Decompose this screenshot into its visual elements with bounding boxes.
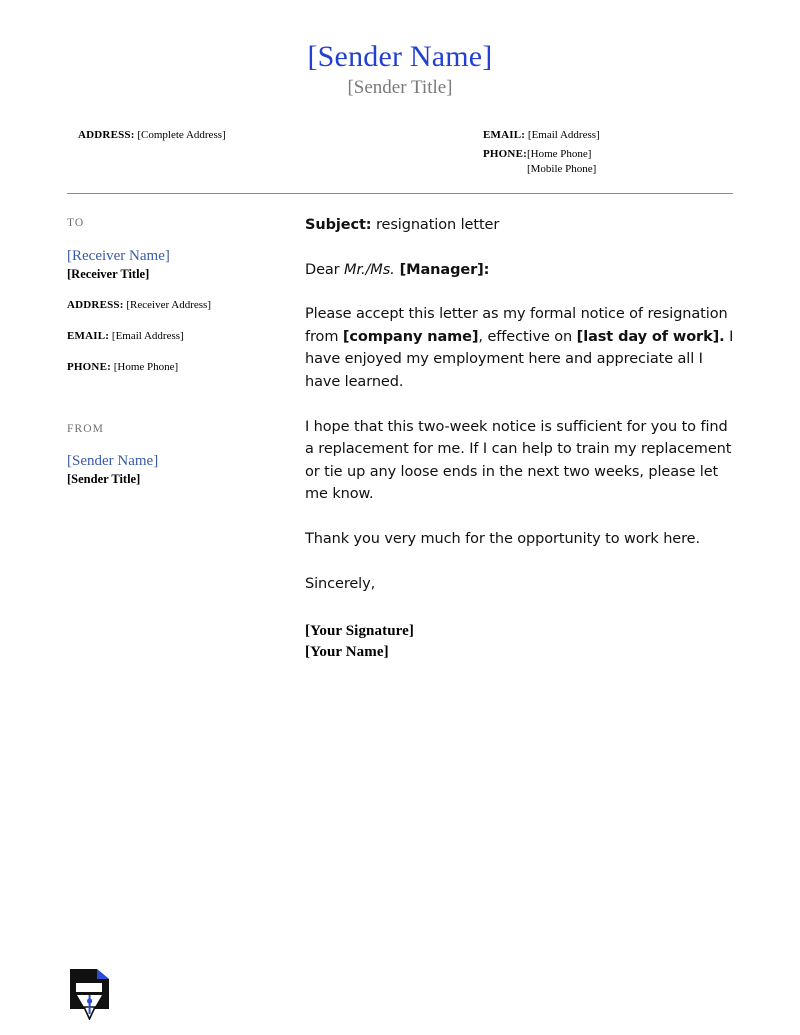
logo-nib-slit (89, 995, 91, 1014)
header-divider-rule (67, 193, 733, 194)
para1-lastday-placeholder: [last day of work]. (576, 328, 725, 345)
phone-label: PHONE: (483, 148, 527, 160)
salutation-manager: [Manager]: (394, 261, 490, 278)
paragraph-1 (305, 303, 737, 393)
recipient-phone-row (67, 360, 282, 375)
recipient-phone-label: PHONE: (67, 361, 111, 373)
subject-label: Subject: (305, 217, 372, 233)
letter-body (305, 214, 737, 663)
letterhead-contact-row (67, 128, 733, 177)
salutation-honorific: Mr./Ms. (344, 261, 395, 278)
recipient-address-label: ADDRESS: (67, 299, 124, 311)
closing-line: Sincerely, (305, 575, 376, 592)
salutation-lead: Dear (305, 261, 345, 278)
spacer (305, 506, 737, 528)
letterhead-sender-name: [Sender Name] (307, 40, 493, 73)
document-pen-nib-logo (68, 965, 112, 1020)
recipient-phone-value: [Home Phone] (113, 361, 179, 373)
spacer (305, 595, 737, 621)
recipient-address-value: [Receiver Address] (126, 299, 211, 311)
recipient-email-row (67, 329, 282, 344)
logo-nib-vent (87, 998, 92, 1003)
spacer (305, 281, 737, 303)
paragraph-3: Thank you very much for the opportunity to work here. (305, 530, 701, 547)
para1-company-placeholder: [company name] (342, 328, 479, 345)
signature-placeholder: [Your Signature] (305, 623, 414, 640)
signer-name-placeholder: [Your Name] (305, 644, 389, 661)
letterhead-email-phone-block (481, 128, 733, 177)
address-value: [Complete Address] (137, 129, 226, 141)
para1-text-c: I have enjoyed my employment here and appreciate all I have learned. (305, 328, 734, 390)
letterhead-phone-row (483, 147, 733, 177)
phone-values (527, 147, 596, 177)
para1-text-b: , effective on (478, 328, 577, 345)
sender-block (67, 422, 282, 487)
sender-name: [Sender Name] (67, 453, 159, 469)
phone-mobile-value: [Mobile Phone] (526, 163, 597, 175)
phone-home-value: [Home Phone] (526, 148, 592, 160)
spacer (305, 394, 737, 416)
spacer (305, 551, 737, 573)
recipient-block (67, 216, 282, 375)
recipient-title: [Receiver Title] (67, 267, 150, 281)
email-label: EMAIL: (483, 129, 526, 141)
sender-title: [Sender Title] (67, 472, 141, 486)
logo-fold-accent (97, 969, 109, 979)
address-label: ADDRESS: (78, 129, 135, 141)
recipient-address-row (67, 298, 282, 313)
letterhead (67, 40, 733, 99)
letterhead-sender-title: [Sender Title] (347, 77, 453, 98)
signature-block (305, 621, 737, 663)
letterhead-email-row (483, 128, 733, 143)
email-value: [Email Address] (527, 129, 600, 141)
spacer (305, 237, 737, 259)
sender-tag: FROM (67, 423, 104, 435)
salutation-line (305, 259, 737, 282)
recipient-email-label: EMAIL: (67, 330, 110, 342)
recipient-tag: TO (67, 217, 85, 229)
letterhead-address-block (67, 128, 226, 143)
recipient-email-value: [Email Address] (111, 330, 184, 342)
parties-column (67, 216, 282, 487)
para1-text-a: Please accept this letter as my formal notice of resignation from (305, 306, 728, 345)
document-pen-nib-icon (68, 965, 112, 1020)
subject-line (305, 214, 737, 237)
paragraph-2: I hope that this two-week notice is sufficient for you to find a replacement for me. If I can help to train my replacement or tie up any loose ends in the next two weeks, please let me know. (305, 418, 732, 503)
subject-value: resignation letter (371, 217, 500, 233)
recipient-name: [Receiver Name] (67, 248, 170, 264)
logo-white-band (76, 983, 102, 992)
